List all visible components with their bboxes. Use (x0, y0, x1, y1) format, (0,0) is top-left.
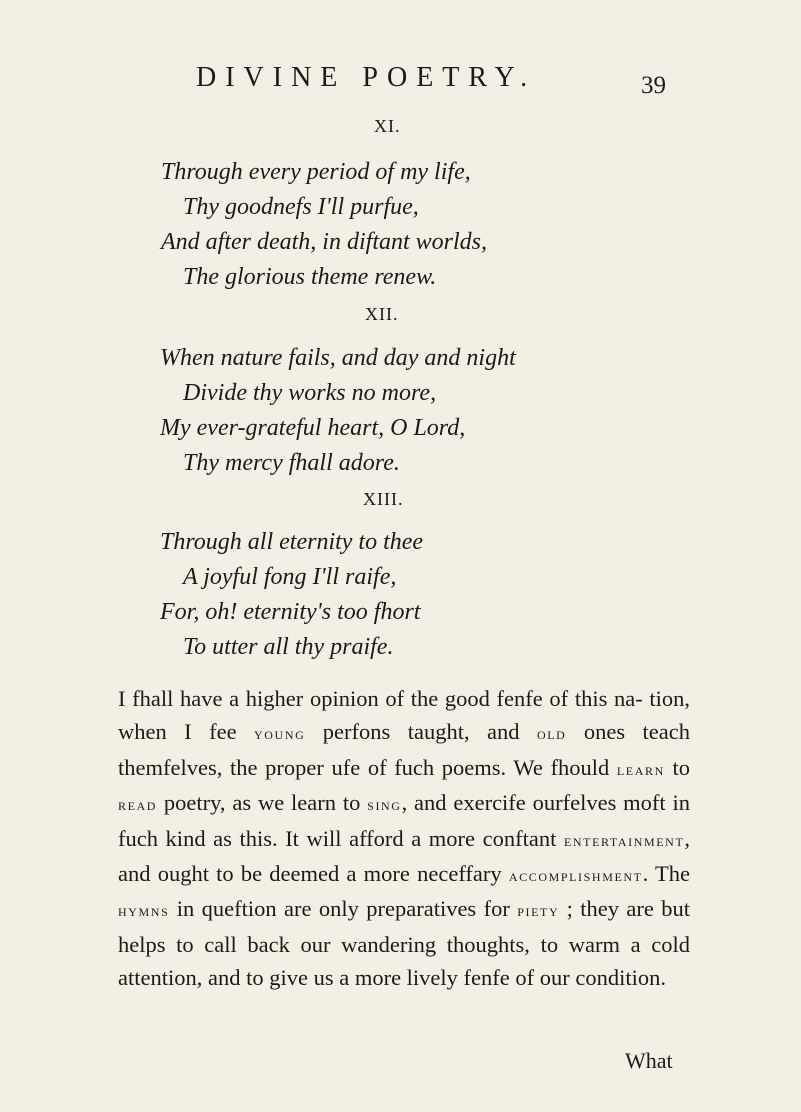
small-caps-text: accomplishment (508, 866, 643, 886)
prose-text: ; they are but helps to call back our wandering thoughts, to warm a cold attention, and to give us a more lively fenfe of our condition. (118, 896, 690, 991)
verse-line: Thy mercy fhall adore. (183, 450, 400, 476)
body-paragraph (118, 682, 690, 995)
prose-text: , and exercife ourfelves moft in fuch kind as this. It will afford a more conftant (118, 790, 690, 851)
prose-text: poetry, as we learn to (157, 790, 368, 816)
verse-line: Divide thy works no more, (183, 380, 437, 406)
verse-line: My ever-grateful heart, O Lord, (160, 415, 466, 441)
verse-line: To utter all thy praife. (183, 634, 394, 660)
verse-line: A joyful fong I'll raife, (183, 564, 397, 590)
prose-text: I fhall have a higher opinion of the good fenfe of this na- tion, when I fee (118, 686, 690, 745)
verse-line: When nature fails, and day and night (160, 345, 516, 371)
stanza-number: XII. (365, 304, 399, 324)
verse-line: The glorious theme renew. (183, 264, 437, 290)
prose-text: in queftion are only preparatives for (169, 896, 518, 922)
verse-line: And after death, in diftant worlds, (161, 229, 488, 255)
prose-text: to (664, 754, 690, 780)
prose-text: . The (642, 861, 691, 887)
small-caps-text: entertainment (563, 830, 685, 850)
small-caps-text: piety (517, 901, 560, 921)
prose-text: perfons taught, and (305, 719, 537, 745)
catchword: What (625, 1048, 673, 1073)
verse-line: For, oh! eternity's too fhort (160, 599, 421, 625)
stanza-number: XIII. (363, 489, 404, 509)
small-caps-text: sing (367, 795, 402, 815)
verse-line: Through every period of my life, (161, 159, 471, 185)
verse-line: Through all eternity to thee (160, 529, 424, 555)
stanza-number: XI. (374, 116, 401, 136)
small-caps-text: hymns (118, 901, 170, 921)
running-title: DIVINE POETRY. (196, 62, 537, 93)
verse-line: Thy goodnefs I'll purfue, (183, 194, 419, 220)
small-caps-text: young (254, 724, 306, 744)
prose-text: ones teach themfelves, the proper ufe of fuch poems. We fhould (118, 719, 690, 780)
prose-text: , and ought to be deemed a more neceffary (118, 825, 690, 887)
small-caps-text: learn (616, 759, 665, 779)
page-number: 39 (641, 72, 666, 99)
small-caps-text: old (536, 724, 567, 744)
small-caps-text: read (118, 795, 158, 815)
